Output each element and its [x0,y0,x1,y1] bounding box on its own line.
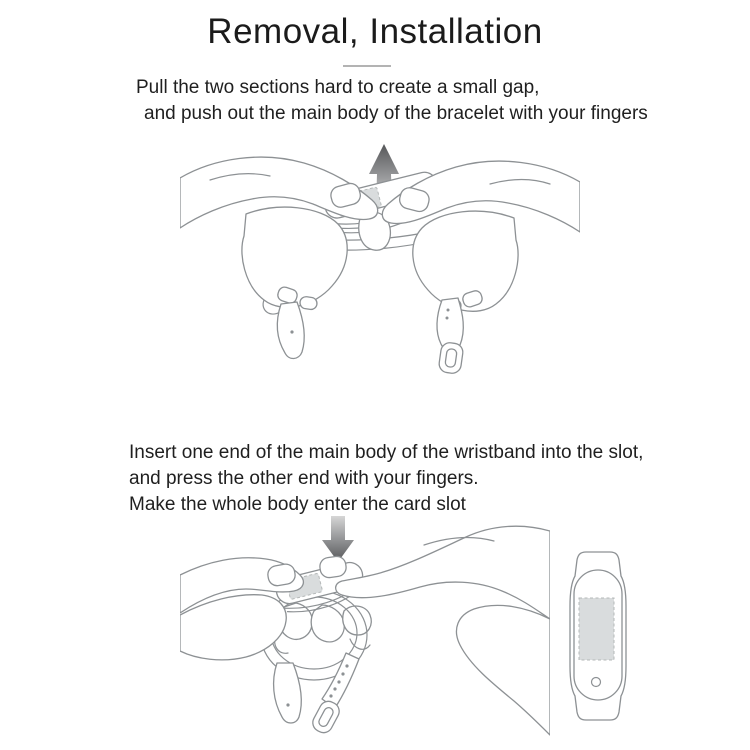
left-hand-drawing [180,157,378,314]
band-screen-area [579,598,614,660]
step1-illustration [180,142,580,407]
step1-instruction-line: and push out the main body of the bracelet with your fingers [144,103,648,124]
step2-instruction-line: and press the other end with your fingers. [129,468,479,489]
page-title: Removal, Installation [207,12,543,51]
step2-illustration [180,515,550,750]
right-strap-with-buckle-drawing [437,298,464,374]
title-divider [343,65,391,67]
left-strap-drawing [277,302,304,359]
left-strap-drawing [274,663,302,723]
step2-instruction-line: Insert one end of the main body of the wristband into the slot, [129,442,644,463]
left-hand-drawing [180,558,303,660]
band-front-view-illustration [566,549,630,723]
step2-instruction-line: Make the whole body enter the card slot [129,494,466,515]
step1-instructions [136,75,648,127]
down-arrow-icon [322,516,354,562]
step2-instructions [129,440,643,518]
step1-instruction-line: Pull the two sections hard to create a small gap, [136,77,540,98]
